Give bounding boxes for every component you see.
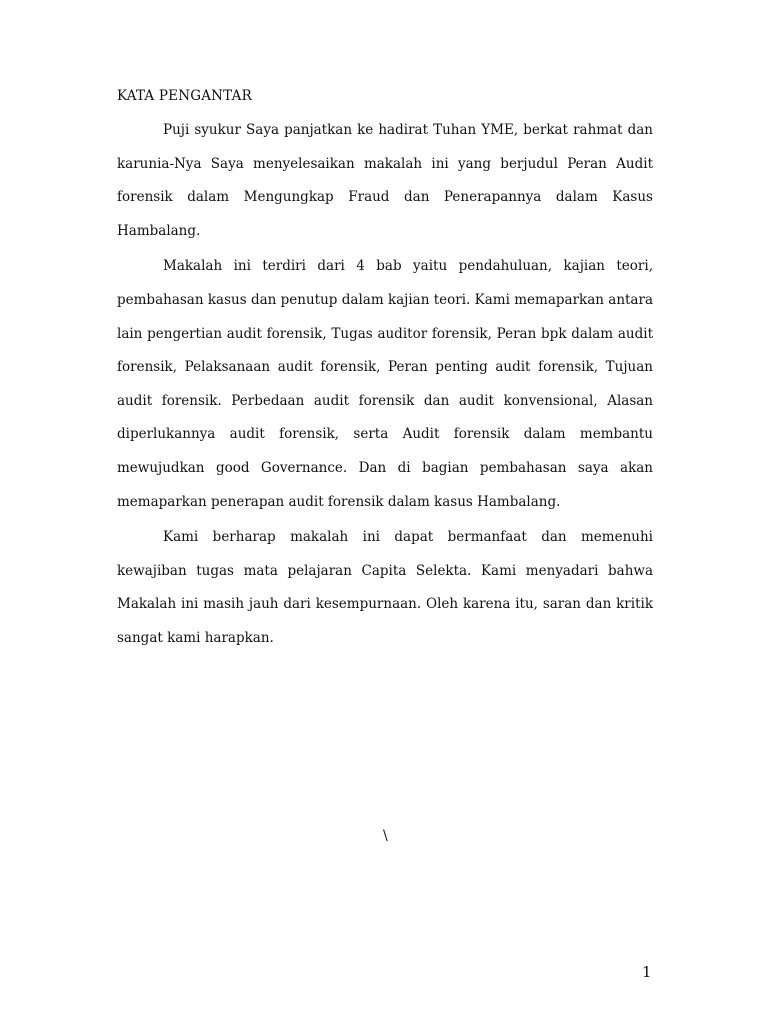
page-number: 1	[642, 963, 652, 981]
paragraph-1: Puji syukur Saya panjatkan ke hadirat Tuhan YME, berkat rahmat dan karunia-Nya Saya menyelesaikan makalah ini yang berjudul Peran Audit forensik dalam Mengungkap Fraud dan Penerapannya dalam Kasus Hambalang.	[117, 122, 653, 239]
stray-backslash-mark: \	[383, 828, 388, 844]
paragraph-2: Makalah ini terdiri dari 4 bab yaitu pendahuluan, kajian teori, pembahasan kasus dan penutup dalam kajian teori. Kami memaparkan antara lain pengertian audit forensik, Tugas auditor forensik, Peran bpk dalam audit forensik, Pelaksanaan audit forensik, Peran penting audit forensik, Tujuan audit forensik. Perbedaan audit forensik dan audit konvensional, Alasan diperlukannya audit forensik, serta Audit forensik dalam membantu mewujudkan good Governance. Dan di bagian pembahasan saya akan memaparkan penerapan audit forensik dalam kasus Hambalang.	[117, 258, 653, 510]
page-heading: KATA PENGANTAR	[117, 88, 252, 104]
body-text	[117, 114, 653, 658]
paragraph-3: Kami berharap makalah ini dapat bermanfaat dan memenuhi kewajiban tugas mata pelajaran Capita Selekta. Kami menyadari bahwa Makalah ini masih jauh dari kesempurnaan. Oleh karena itu, saran dan kritik sangat kami harapkan.	[117, 529, 653, 646]
